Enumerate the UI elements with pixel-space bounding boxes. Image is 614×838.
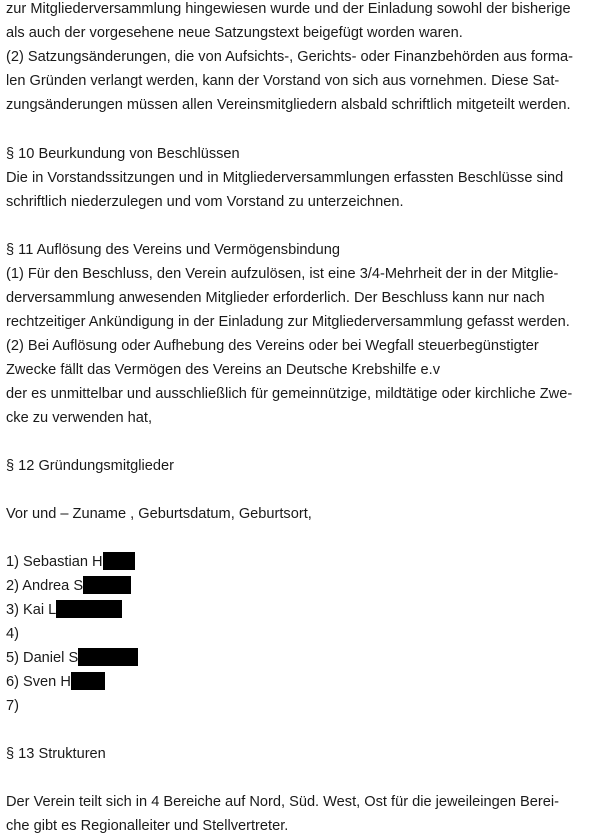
paragraph-line: cke zu verwenden hat,	[6, 410, 153, 426]
paragraph-line: zur Mitgliederversammlung hingewiesen wurde und der Einladung sowohl der bisherige	[6, 1, 571, 17]
redaction-bar	[56, 600, 122, 618]
member-entry	[6, 598, 122, 622]
paragraph-line: rechtzeitiger Ankündigung in der Einladung zur Mitgliederversammlung gefasst werden.	[6, 314, 570, 330]
redaction-bar	[78, 648, 138, 666]
paragraph-line: len Gründen verlangt werden, kann der Vorstand von sich aus vornehmen. Diese Sat-	[6, 73, 560, 89]
redaction-bar	[83, 576, 131, 594]
paragraph-line: der es unmittelbar und ausschließlich für gemeinnützige, mildtätige oder kirchliche Zwe-	[6, 386, 573, 402]
paragraph-line: derversammlung anwesenden Mitglieder erforderlich. Der Beschluss kann nur nach	[6, 290, 545, 306]
paragraph-line: Die in Vorstandssitzungen und in Mitgliederversammlungen erfassten Beschlüsse sind	[6, 170, 564, 186]
member-label: 6) Sven H	[6, 674, 71, 690]
section-heading: § 12 Gründungsmitglieder	[6, 458, 174, 474]
member-entry	[6, 670, 105, 694]
paragraph-line: schriftlich niederzulegen und vom Vorstand zu unterzeichnen.	[6, 194, 404, 210]
member-label: 2) Andrea S	[6, 578, 84, 594]
paragraph-line: che gibt es Regionalleiter und Stellvertreter.	[6, 818, 289, 834]
paragraph-line: (1) Für den Beschluss, den Verein aufzulösen, ist eine 3/4-Mehrheit der in der Mitglie-	[6, 266, 559, 282]
paragraph-line: (2) Satzungsänderungen, die von Aufsichts-, Gerichts- oder Finanzbehörden aus forma-	[6, 49, 574, 65]
member-entry	[6, 646, 138, 670]
member-label: 1) Sebastian H	[6, 554, 103, 570]
section-heading: § 13 Strukturen	[6, 746, 106, 762]
paragraph-line: Der Verein teilt sich in 4 Bereiche auf Nord, Süd. West, Ost für die jeweileingen Berei-	[6, 794, 559, 810]
redaction-bar	[103, 552, 135, 570]
member-entry	[6, 622, 19, 646]
member-entry	[6, 694, 19, 718]
paragraph-line: als auch der vorgesehene neue Satzungstext beigefügt worden waren.	[6, 25, 463, 41]
member-entry	[6, 574, 131, 598]
member-entry	[6, 550, 135, 574]
redaction-bar	[71, 672, 105, 690]
member-label: 7)	[6, 698, 19, 714]
member-label: 3) Kai L	[6, 602, 57, 618]
member-label: 5) Daniel S	[6, 650, 79, 666]
section-heading: § 11 Auflösung des Vereins und Vermögensbindung	[6, 242, 341, 258]
paragraph-line: zungsänderungen müssen allen Vereinsmitgliedern alsbald schriftlich mitgeteilt werden.	[6, 97, 571, 113]
paragraph-line: (2) Bei Auflösung oder Aufhebung des Vereins oder bei Wegfall steuerbegünstigter	[6, 338, 539, 354]
member-label: 4)	[6, 626, 19, 642]
member-list-header: Vor und – Zuname , Geburtsdatum, Geburtsort,	[6, 506, 312, 522]
section-heading: § 10 Beurkundung von Beschlüssen	[6, 146, 240, 162]
paragraph-line: Zwecke fällt das Vermögen des Vereins an Deutsche Krebshilfe e.v	[6, 362, 440, 378]
